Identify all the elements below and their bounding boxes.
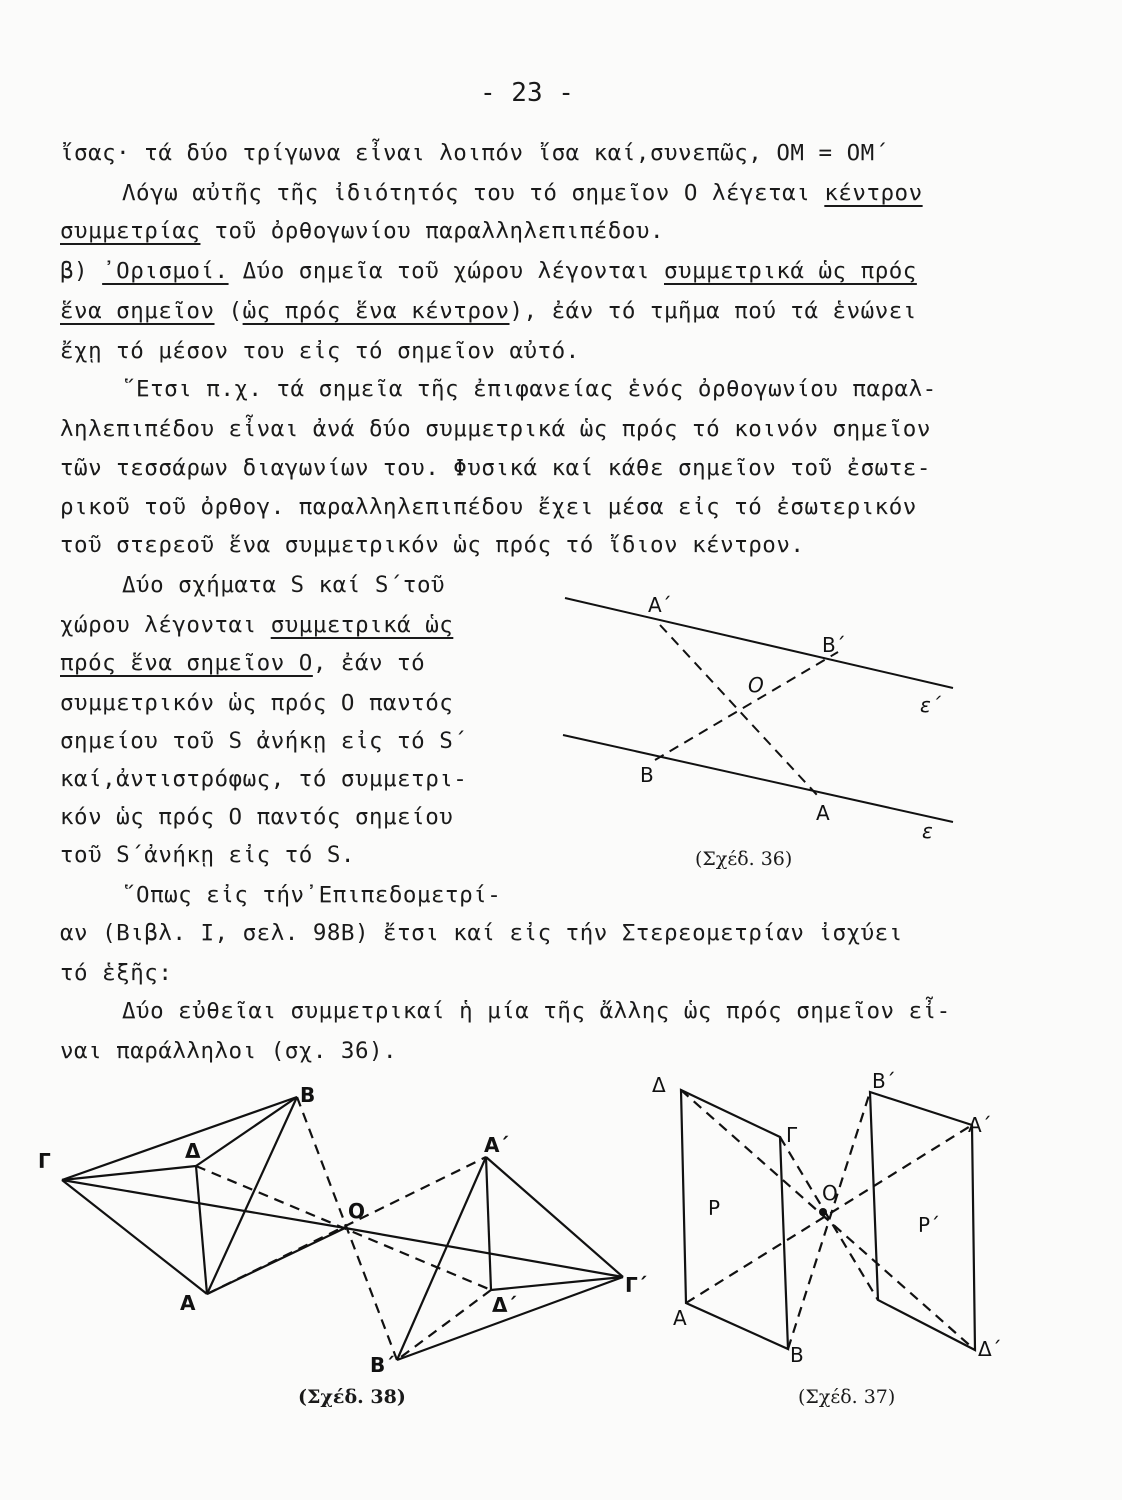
underlined-term: ᾿Ορισμοί. <box>102 258 229 284</box>
label-D: Δ <box>185 1139 201 1163</box>
figure-38 <box>62 1097 623 1360</box>
underlined-term: ὡς πρός ἕνα κέντρον <box>242 298 510 324</box>
label-D1: Δ΄ <box>492 1293 517 1317</box>
label-B: Β <box>300 1083 316 1107</box>
figure-36 <box>563 598 953 822</box>
label-D: Δ <box>652 1073 666 1097</box>
text-span: Δύο σημεῖα τοῦ χώρου λέγονται <box>228 258 664 284</box>
label-B1: Β΄ <box>872 1069 896 1093</box>
text-line: ῞Ετσι π.χ. τά σημεῖα τῆς ἐπιφανείας ἑνός ὀρθογωνίου παραλ- <box>122 376 937 402</box>
text-span: χώρου λέγονται <box>60 612 271 638</box>
text-line: ῞Οπως εἰς τήν᾿Επιπεδομετρί- <box>122 882 502 908</box>
underlined-term: συμμετρικά ὡς πρός <box>664 258 917 284</box>
text-line: ναι παράλληλοι (σχ. 36). <box>60 1038 398 1064</box>
label-D1: Δ΄ <box>978 1337 1002 1361</box>
label-e: ε <box>922 819 933 843</box>
text-line: ληλεπιπέδου εἶναι ἀνά δύο συμμετρικά ὡς πρός τό κοινόν σημεῖον <box>60 416 931 442</box>
label-A1: Α΄ <box>968 1113 992 1137</box>
text-line: αν (Βιβλ. Ι, σελ. 98Β) ἔτσι καί εἰς τήν Στερεομετρίαν ἰσχύει <box>60 920 903 946</box>
label-B1: Β΄ <box>822 633 846 657</box>
center-point-O <box>819 1208 827 1216</box>
text-line: σημείου τοῦ S ἀνήκῃ εἰς τό S΄ <box>60 728 468 754</box>
label-e-prime: ε΄ <box>920 693 941 717</box>
text-span: ( <box>214 298 243 324</box>
underlined-term: κέντρον <box>824 180 923 206</box>
underlined-term: ἕνα σημεῖον <box>60 298 215 324</box>
underlined-term: πρός ἕνα σημεῖον Ο <box>60 650 313 676</box>
label-A: Α <box>180 1291 196 1315</box>
text-line: τοῦ στερεοῦ ἕνα συμμετρικόν ὡς πρός τό ἴδιον κέντρον. <box>60 532 805 558</box>
underlined-term: συμμετρίας <box>60 218 201 244</box>
text-span: ), ἐάν τό τμῆμα πού τά ἑνώνει <box>509 298 917 324</box>
text-span: τοῦ ὀρθογωνίου παραλληλεπιπέδου. <box>200 218 664 244</box>
text-line: ρικοῦ τοῦ ὀρθογ. παραλληλεπιπέδου ἔχει μέσα εἰς τό ἐσωτερικόν <box>60 494 917 520</box>
segment-BB1 <box>655 652 838 760</box>
line-e <box>563 735 953 822</box>
label-B1: Β΄ <box>370 1353 395 1377</box>
label-A: Α <box>673 1306 687 1330</box>
text-span: β) <box>60 258 103 284</box>
text-line: ἔχῃ τό μέσον του εἰς τό σημεῖον αὐτό. <box>60 338 580 364</box>
page-number: - 23 - <box>480 78 574 108</box>
text-line: κόν ὡς πρός Ο παντός σημείου <box>60 804 454 830</box>
text-line: καί,ἀντιστρόφως, τό συμμετρι- <box>60 766 468 792</box>
text-line: τό ἑξῆς: <box>60 960 173 986</box>
label-G: Γ <box>786 1123 798 1147</box>
label-P1: Ρ΄ <box>918 1213 941 1237</box>
text-line: Δύο σχήματα S καί S΄τοῦ <box>122 572 446 598</box>
label-G1: Γ΄ <box>625 1273 647 1297</box>
label-P: Ρ <box>708 1196 721 1220</box>
label-A1: Α΄ <box>648 593 672 617</box>
text-line: τοῦ S΄ἀνήκῃ εἰς τό S. <box>60 842 355 868</box>
label-O: Ο <box>748 673 764 697</box>
caption-fig38: (Σχέδ. 38) <box>298 1386 406 1408</box>
text-line: ἴσας· τά δύο τρίγωνα εἶναι λοιπόν ἴσα καί,συνεπῶς, ΟΜ = ΟΜ΄ <box>60 140 889 166</box>
label-O: Ο <box>348 1199 366 1223</box>
underlined-term: συμμετρικά ὡς <box>270 612 454 638</box>
label-O: Ο <box>822 1181 838 1205</box>
text-line: συμμετρικόν ὡς πρός Ο παντός <box>60 690 454 716</box>
label-B: Β <box>640 763 654 787</box>
text-span: Λόγω αὐτῆς τῆς ἰδιότητός του τό σημεῖον Ο λέγεται <box>122 180 825 206</box>
label-G: Γ <box>38 1149 51 1173</box>
caption-fig37: (Σχέδ. 37) <box>798 1386 896 1408</box>
label-A: Α <box>816 801 830 825</box>
text-span: , ἐάν τό <box>312 650 426 676</box>
text-line: Δύο εὐθεῖαι συμμετρικαί ἡ μία τῆς ἄλλης ὡς πρός σημεῖον εἶ- <box>122 998 951 1024</box>
label-B: Β <box>790 1343 804 1367</box>
text-line: τῶν τεσσάρων διαγωνίων του. Φυσικά καί κάθε σημεῖον τοῦ ἐσωτε- <box>60 455 931 481</box>
caption-fig36: (Σχέδ. 36) <box>695 848 793 870</box>
label-A1: Α΄ <box>484 1133 509 1157</box>
